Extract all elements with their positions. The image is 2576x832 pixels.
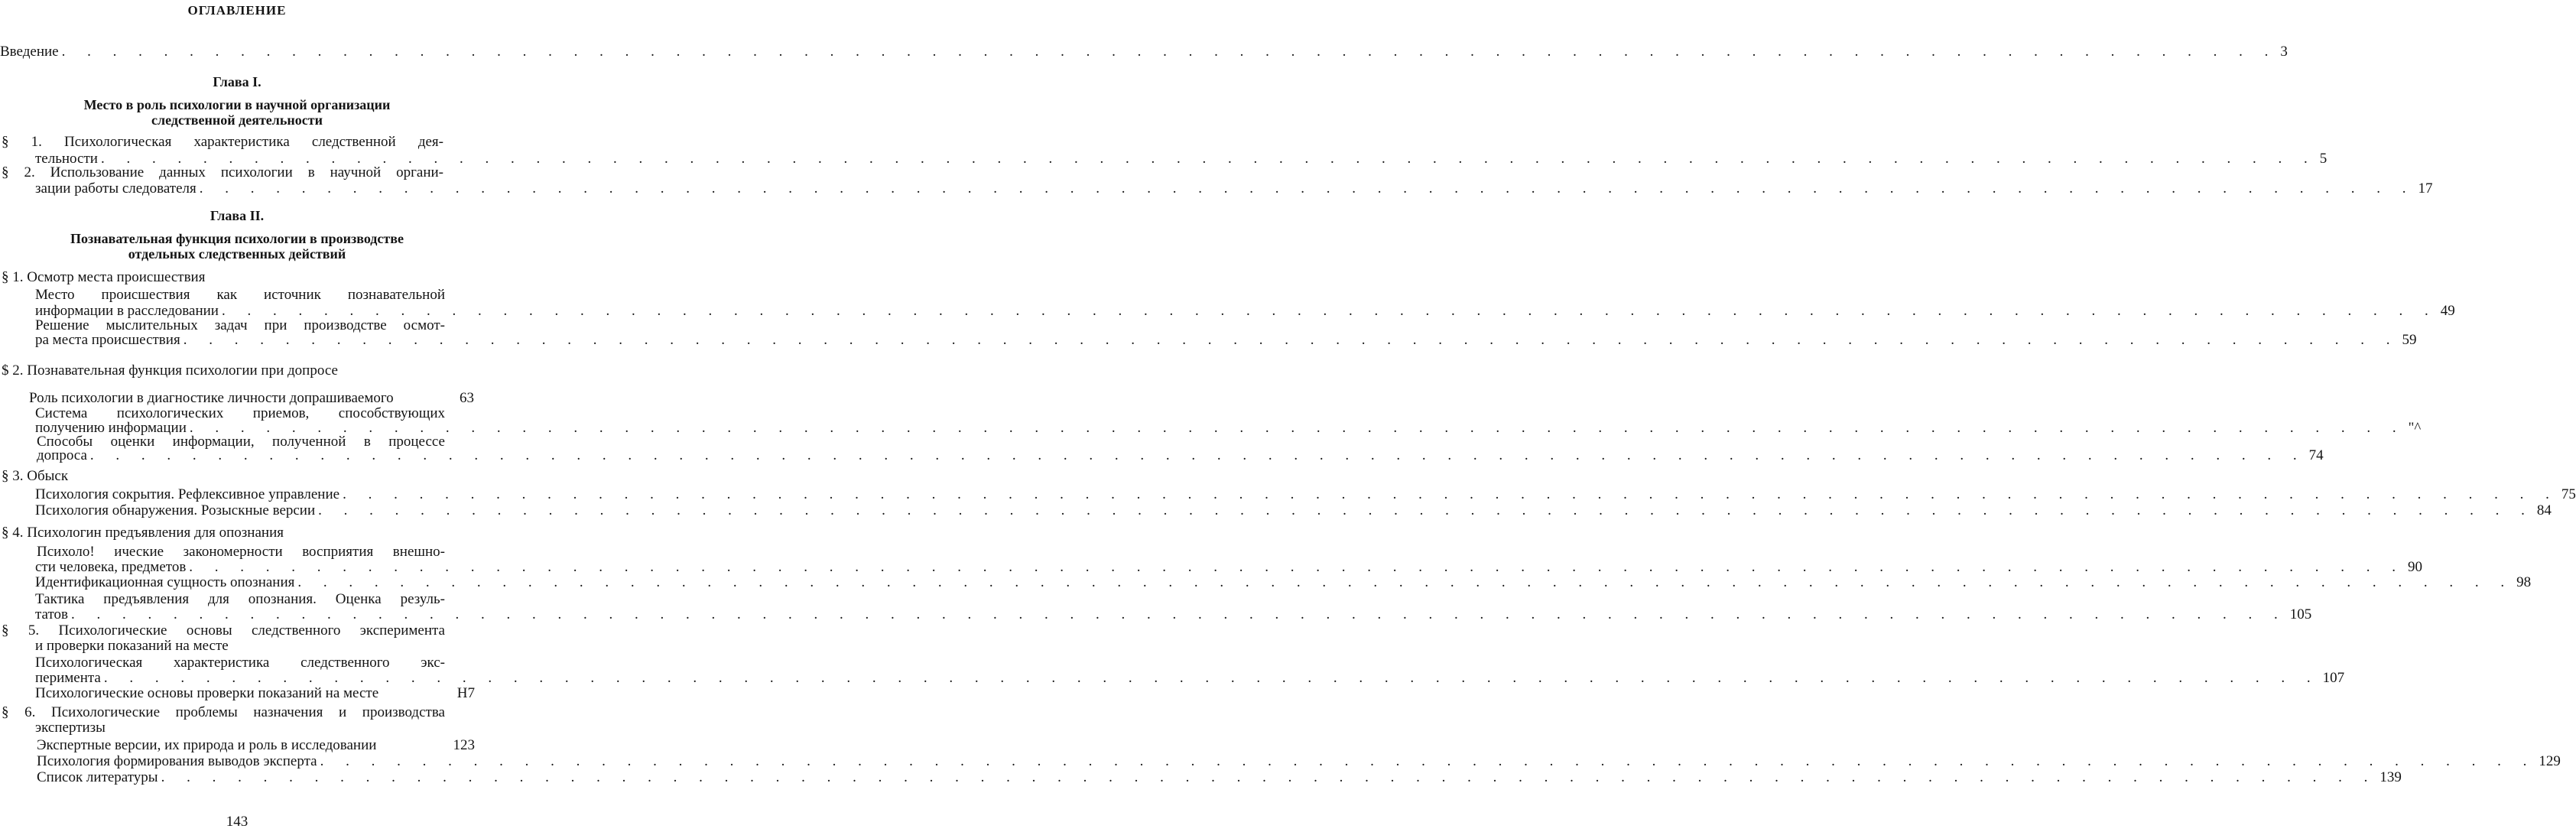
entry-text: Психологические основы проверки показаний на месте (35, 685, 379, 701)
toc-entry-ch2-s1-b-line1[interactable]: Решение мыслительных задач при производстве осмот- (35, 317, 445, 333)
page-title: ОГЛАВЛЕНИЕ (187, 3, 287, 18)
toc-section-ch2-s1[interactable]: § 1. Осмотр места происшествия (2, 269, 206, 285)
entry-text: Психология обнаружения. Розыскные версии (35, 502, 316, 518)
chapter-1-subtitle-line-1: Место в роль психологии в научной организации (83, 97, 391, 112)
toc-section-ch2-s3[interactable]: § 3. Обыск (2, 468, 69, 484)
toc-entry-ch2-s2-c-line1[interactable]: Способы оценки информации, полученной в процессе (37, 434, 445, 450)
chapter-1-heading: Глава I. (213, 74, 261, 89)
toc-entry-ch2-s6-c[interactable] (37, 769, 2402, 786)
toc-entry-intro[interactable] (0, 44, 2288, 60)
chapter-2-subtitle-line-2: отдельных следственных действий (128, 246, 346, 262)
entry-page: 5 (2319, 151, 2327, 167)
entry-text: получению информации (35, 420, 187, 436)
dot-leader (161, 769, 2377, 786)
dot-leader (320, 753, 2536, 770)
toc-entry-ch2-s2-c[interactable] (37, 447, 2324, 464)
toc-entry-ch1-s2[interactable] (35, 180, 2433, 197)
toc-section-ch2-s5-line1[interactable]: § 5. Психологические основы следственного эксперимента (2, 622, 445, 639)
dot-leader (318, 502, 2534, 519)
entry-page: 84 (2536, 502, 2552, 518)
entry-page: 129 (2539, 753, 2561, 769)
toc-entry-ch2-s6-b[interactable] (37, 753, 2561, 770)
toc-entry-ch2-s3-b[interactable] (35, 502, 2552, 519)
entry-text: Психология сокрытия. Рефлексивное управление (35, 486, 340, 502)
entry-page: 74 (2308, 447, 2324, 463)
toc-entry-ch2-s5-a-line1[interactable]: Психологическая характеристика следственного экс- (35, 655, 445, 671)
toc-entry-ch2-s4-a-line1[interactable]: Психоло! ические закономерности восприятия внешно- (37, 544, 445, 560)
toc-entry-ch2-s4-b[interactable] (35, 574, 2532, 591)
entry-text: зации работы следователя (35, 180, 197, 197)
dot-leader (190, 420, 2405, 437)
entry-page: 107 (2322, 670, 2345, 686)
entry-page: "^ (2408, 420, 2422, 436)
toc-entry-ch2-s5-b[interactable] (35, 685, 475, 702)
chapter-2-subtitle-line-1: Познавательная функция психологии в производстве (70, 231, 404, 246)
toc-entry-ch1-s1-line1[interactable]: § 1. Психологическая характеристика следственной дея- (2, 134, 443, 150)
entry-text: допроса (37, 447, 87, 463)
dot-leader (189, 559, 2405, 576)
toc-entry-ch2-s6-a[interactable] (37, 737, 475, 754)
entry-text: информации в расследовании (35, 303, 219, 319)
entry-page: 3 (2280, 44, 2288, 60)
toc-section-ch2-s6-line1[interactable]: § 6. Психологические проблемы назначения и производства (2, 704, 445, 720)
toc-entry-ch2-s2-a[interactable] (29, 390, 474, 407)
page-number: 143 (226, 814, 249, 830)
dot-leader (297, 574, 2513, 591)
entry-text: перимента (35, 670, 101, 686)
entry-page: 17 (2418, 180, 2433, 197)
dot-leader (62, 44, 2278, 60)
toc-entry-ch2-s3-a[interactable] (35, 486, 2576, 503)
entry-page: 105 (2289, 606, 2312, 622)
dot-leader (71, 606, 2287, 623)
chapter-2-heading: Глава II. (210, 208, 265, 223)
entry-page: 75 (2561, 486, 2576, 502)
entry-page: 49 (2440, 303, 2455, 319)
entry-text: Роль психологии в диагностике личности допрашиваемого (29, 390, 394, 406)
entry-text: татов (35, 606, 69, 622)
entry-page: 139 (2379, 769, 2402, 785)
entry-text: тельности (35, 151, 98, 167)
entry-text: Список литературы (37, 769, 158, 785)
dot-leader (90, 447, 2306, 464)
entry-page: Н7 (456, 685, 475, 701)
entry-page: 90 (2408, 559, 2423, 575)
toc-section-ch2-s5-line2[interactable]: и проверки показаний на месте (35, 638, 229, 654)
toc-entry-ch2-s2-b-line1[interactable]: Система психологических приемов, способствующих (35, 405, 445, 421)
toc-section-ch2-s4[interactable]: § 4. Психологин предъявления для опознания (2, 525, 284, 541)
toc-entry-ch2-s4-c-line1[interactable]: Тактика предъявления для опознания. Оценка резуль- (35, 591, 445, 607)
entry-page: 123 (453, 737, 475, 753)
entry-page: 98 (2516, 574, 2532, 590)
entry-text: Идентификационная сущность опознания (35, 574, 295, 590)
toc-section-ch2-s2[interactable]: $ 2. Познавательная функция психологии при допросе (2, 362, 338, 379)
entry-text: сти человека, предметов (35, 559, 187, 575)
entry-text: Психология формирования выводов эксперта (37, 753, 317, 769)
entry-page: 59 (2402, 332, 2417, 348)
entry-text: Экспертные версии, их природа и роль в исследовании (37, 737, 377, 753)
toc-entry-ch2-s1-a-line1[interactable]: Место происшествия как источник познавательной (35, 287, 445, 303)
entry-text: ра места происшествия (35, 332, 180, 348)
dot-leader (343, 486, 2558, 503)
dot-leader (222, 303, 2438, 320)
chapter-1-subtitle-line-2: следственной деятельности (151, 112, 323, 128)
entry-page: 63 (460, 390, 474, 406)
dot-leader (104, 670, 2320, 687)
toc-section-ch2-s6-line2[interactable]: экспертизы (35, 720, 106, 736)
toc-entry-ch2-s4-c[interactable] (35, 606, 2312, 623)
dot-leader (184, 332, 2399, 349)
toc-entry-ch2-s4-a[interactable] (35, 559, 2423, 576)
dot-leader (200, 180, 2415, 197)
toc-entry-ch1-s2-line1[interactable]: § 2. Использование данных психологии в научной органи- (2, 164, 443, 180)
entry-text: Введение (0, 44, 59, 60)
toc-entry-ch2-s1-b[interactable] (35, 332, 2417, 349)
toc-entry-ch2-s5-a[interactable] (35, 670, 2345, 687)
